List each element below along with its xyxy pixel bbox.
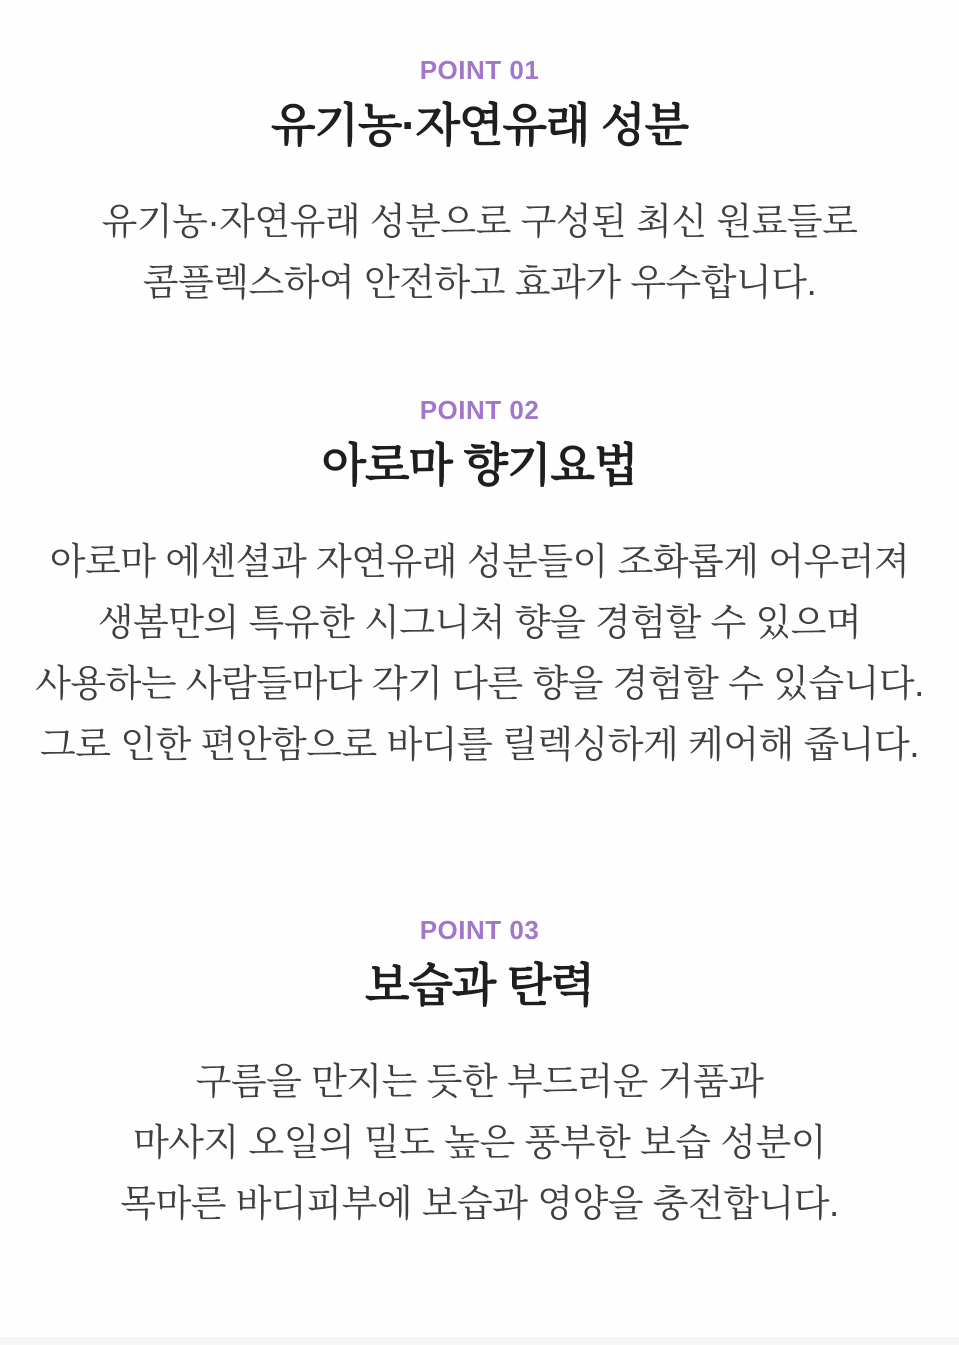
point-section-02 (0, 397, 959, 775)
section-title-aroma-therapy: 아로마 향기요법 (321, 439, 638, 491)
body-line: 마사지 오일의 밀도 높은 풍부한 보습 성분이 (132, 1122, 827, 1163)
body-line: 생봄만의 특유한 시그니처 향을 경험할 수 있으며 (97, 602, 862, 643)
point-section-03 (0, 917, 959, 1234)
body-line: 목마른 바디피부에 보습과 영양을 충전합니다. (120, 1183, 839, 1224)
body-line: 아로마 에센셜과 자연유래 성분들이 조화롭게 어우러져 (49, 541, 910, 582)
section-body-03 (0, 1051, 959, 1234)
section-body-02 (0, 531, 959, 775)
body-line: 그로 인한 편안함으로 바디를 릴렉싱하게 케어해 줍니다. (39, 724, 920, 765)
point-label-01: POINT 01 (419, 55, 540, 85)
section-title-moisture-elasticity: 보습과 탄력 (365, 959, 594, 1011)
bottom-edge-strip (0, 1337, 959, 1345)
body-line: 사용하는 사람들마다 각기 다른 향을 경험할 수 있습니다. (35, 663, 924, 704)
section-body-01 (0, 191, 959, 313)
body-line: 콤플렉스하여 안전하고 효과가 우수합니다. (142, 262, 817, 303)
section-title-organic-ingredients: 유기농·자연유래 성분 (270, 99, 689, 151)
point-label-03: POINT 03 (419, 915, 540, 945)
point-section-01 (0, 57, 959, 313)
body-line: 구름을 만지는 듯한 부드러운 거품과 (195, 1061, 764, 1102)
point-label-02: POINT 02 (419, 395, 540, 425)
body-line: 유기농·자연유래 성분으로 구성된 최신 원료들로 (101, 201, 858, 242)
